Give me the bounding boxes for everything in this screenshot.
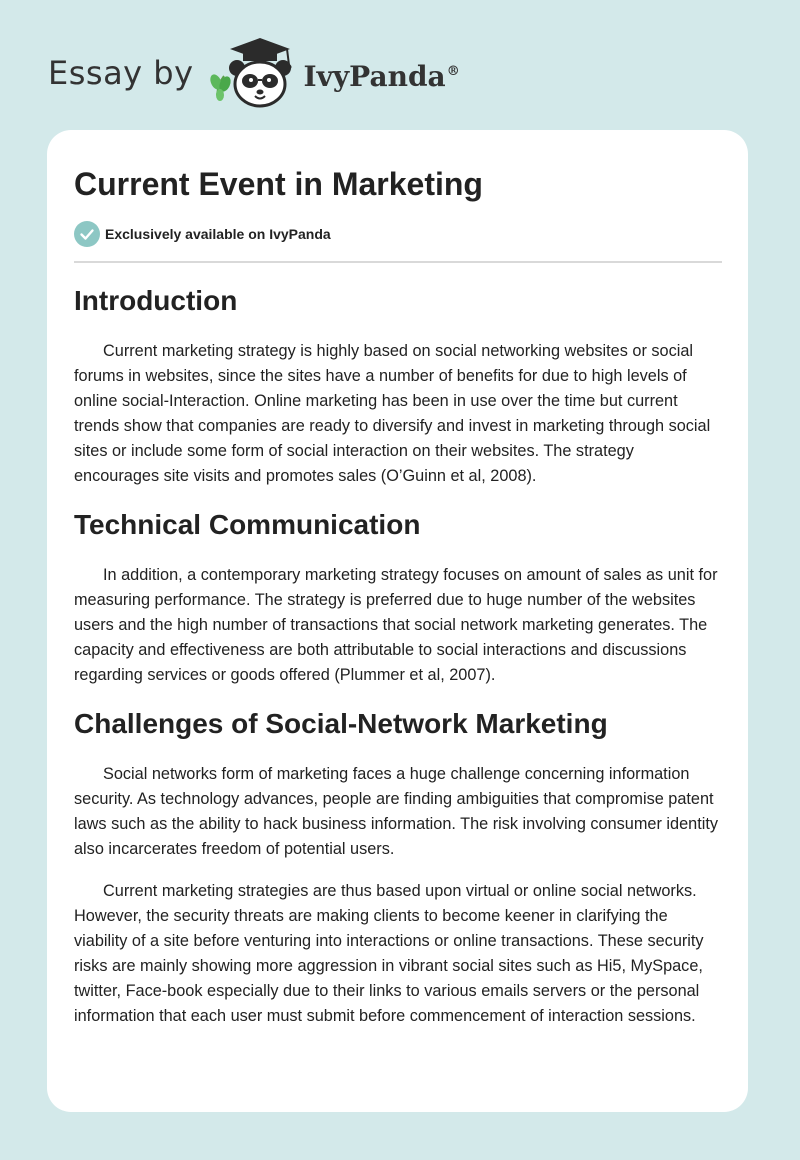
paragraph: Current marketing strategies are thus based upon virtual or online social networks. However, the security threats are making clients to become keener in clarifying the viability of a site before venturing into interactions or online transactions. These security risks are mainly showing more aggression in vibrant social sites such as Hi5, MySpace, twitter, Face-book especially due to their links to various emails servers or the personal information that each user must submit before commencement of interaction sessions. bbox=[74, 882, 704, 1025]
brand-name: IvyPanda® bbox=[303, 59, 460, 93]
section-heading: Introduction bbox=[74, 285, 238, 316]
section-introduction bbox=[74, 283, 722, 489]
panda-graduate-icon bbox=[208, 37, 300, 109]
paragraph: Current marketing strategy is highly based on social networking websites or social forums in websites, since the sites have a number of benefits for due to high levels of online social-Interaction. Online marketing has been in use over the time but current trends show that companies are ready to diversify and invest in marketing through social sites or include some form of social interaction on their websites. The strategy encourages site visits and promotes sales (O’Guinn et al, 2008). bbox=[74, 342, 711, 485]
section-heading: Technical Communication bbox=[74, 509, 421, 540]
title-divider bbox=[74, 261, 722, 263]
section-heading: Challenges of Social-Network Marketing bbox=[74, 708, 608, 739]
essay-card bbox=[47, 130, 748, 1112]
check-circle-icon bbox=[74, 221, 100, 247]
exclusive-badge-label: Exclusively available on IvyPanda bbox=[105, 226, 331, 242]
section-challenges bbox=[74, 706, 722, 1029]
exclusive-badge bbox=[74, 221, 722, 247]
site-header bbox=[48, 34, 460, 112]
section-technical-communication bbox=[74, 507, 722, 688]
paragraph: Social networks form of marketing faces a huge challenge concerning information security. As technology advances, people are finding ambiguities that compromise patent laws such as the ability to hack business information. The risk involving consumer identity also incarcerates freedom of potential users. bbox=[74, 765, 719, 858]
registered-mark: ® bbox=[446, 64, 460, 80]
page-title: Current Event in Marketing bbox=[74, 166, 483, 202]
essay-by-label: Essay by bbox=[48, 54, 194, 92]
paragraph: In addition, a contemporary marketing strategy focuses on amount of sales as unit for measuring performance. The strategy is preferred due to huge number of the websites users and the high number of transactions that social network marketing generates. The capacity and effectiveness are both attributable to social interactions and discussions regarding services or goods offered (Plummer et al, 2007). bbox=[74, 566, 718, 684]
